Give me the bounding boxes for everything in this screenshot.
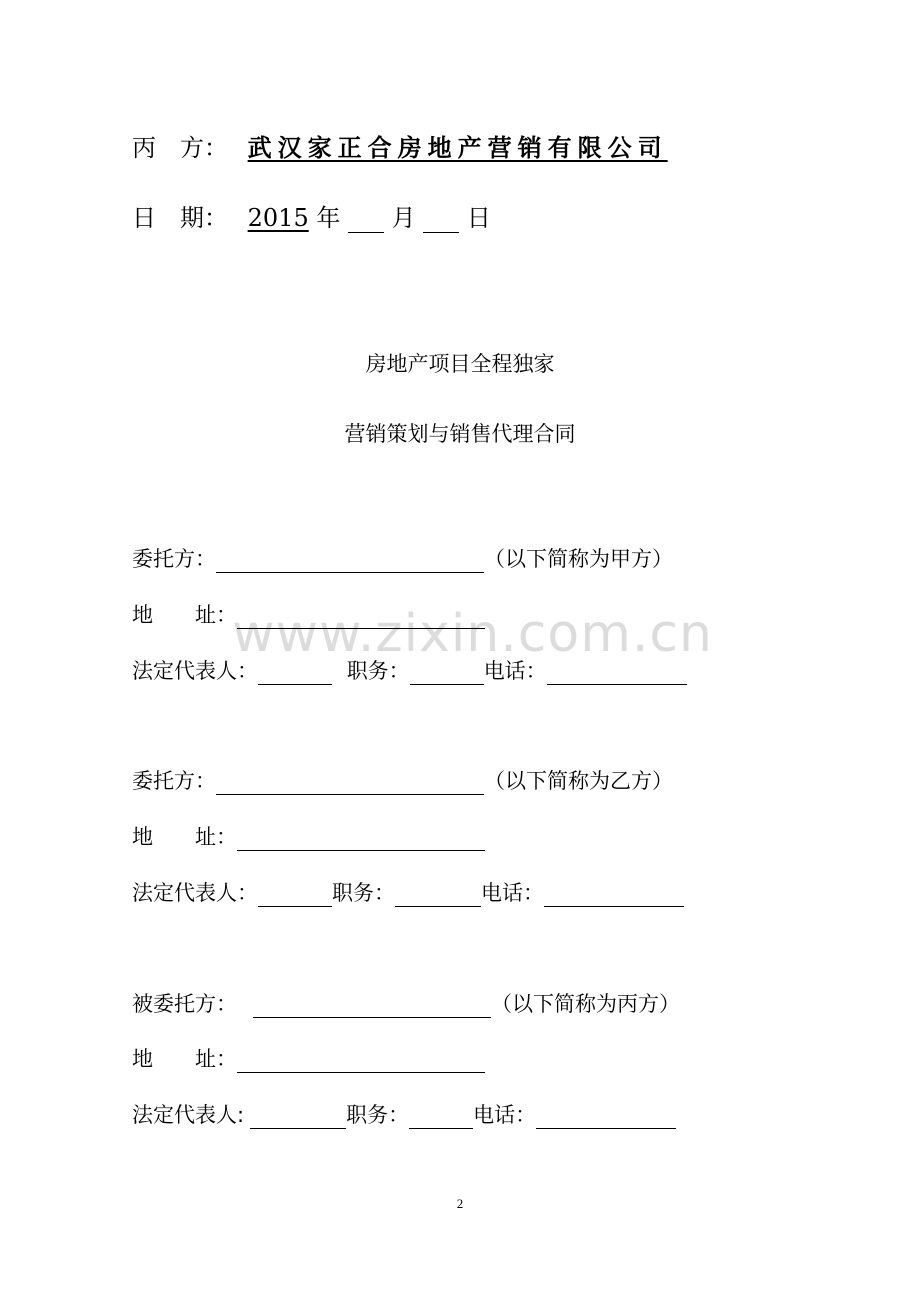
position-label: 职务： [346, 1103, 410, 1127]
address-blank[interactable] [237, 1050, 485, 1073]
address-label: 地 址： [132, 825, 237, 849]
client-label: 被委托方： [132, 992, 237, 1016]
client-suffix: （以下简称为乙方） [484, 769, 673, 793]
date-day-blank[interactable] [423, 208, 459, 233]
client-suffix: （以下简称为丙方） [491, 992, 680, 1016]
position-blank[interactable] [410, 662, 484, 685]
phone-blank[interactable] [547, 662, 687, 685]
contract-title-line2: 营销策划与销售代理合同 [344, 422, 576, 446]
date-row [132, 198, 491, 233]
contract-title-line1: 房地产项目全程独家 [365, 352, 555, 376]
date-year: 2015 [247, 204, 309, 232]
party-a-rep-row [132, 655, 687, 685]
party-c-company-name: 武汉家正合房地产营销有限公司 [247, 133, 668, 162]
date-year-unit: 年 [316, 204, 341, 232]
position-label: 职务： [346, 659, 410, 683]
party-c-rep-row [132, 1099, 676, 1129]
phone-blank[interactable] [544, 884, 684, 907]
date-label: 日 期： [132, 204, 228, 232]
party-a-client-row [132, 543, 673, 573]
address-label: 地 址： [132, 603, 237, 627]
position-label: 职务： [332, 881, 395, 905]
rep-blank[interactable] [258, 662, 332, 685]
rep-label: 法定代表人： [132, 659, 258, 683]
client-name-blank[interactable] [216, 550, 484, 573]
party-c-header-row [132, 128, 668, 163]
rep-blank[interactable] [250, 1106, 346, 1129]
party-b-client-row [132, 765, 673, 795]
date-day-unit: 日 [466, 204, 491, 232]
client-label: 委托方： [132, 769, 216, 793]
party-b-rep-row [132, 877, 684, 907]
client-label: 委托方： [132, 547, 216, 571]
page-number: 2 [456, 1196, 464, 1211]
client-name-blank[interactable] [216, 772, 484, 795]
address-blank[interactable] [237, 828, 485, 851]
date-month-blank[interactable] [348, 208, 384, 233]
address-label: 地 址： [132, 1047, 237, 1071]
position-blank[interactable] [409, 1106, 473, 1129]
phone-blank[interactable] [536, 1106, 676, 1129]
party-a-address-row [132, 599, 485, 629]
client-name-blank[interactable] [253, 995, 491, 1018]
phone-label: 电话： [483, 659, 547, 683]
address-blank[interactable] [237, 606, 485, 629]
phone-label: 电话： [481, 881, 544, 905]
party-c-label: 丙 方： [132, 134, 228, 162]
watermark: www.zixin.com.cn [232, 604, 713, 664]
rep-blank[interactable] [258, 884, 332, 907]
rep-label: 法定代表人： [132, 881, 258, 905]
party-c-address-row [132, 1043, 485, 1073]
party-c-client-row [132, 988, 680, 1018]
phone-label: 电话： [473, 1103, 537, 1127]
date-month-unit: 月 [391, 204, 416, 232]
party-b-address-row [132, 821, 485, 851]
client-suffix: （以下简称为甲方） [484, 547, 673, 571]
rep-label: 法定代表人: [132, 1103, 245, 1127]
position-blank[interactable] [395, 884, 481, 907]
